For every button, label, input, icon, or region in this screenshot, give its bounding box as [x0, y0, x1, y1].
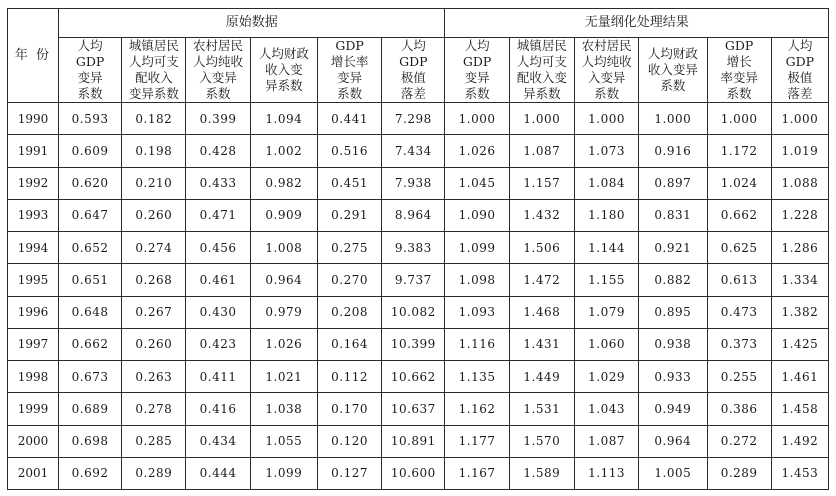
normalized-value-cell: 1.382 [771, 296, 828, 328]
table-body [8, 103, 829, 490]
normalized-group-header: 无量纲化处理结果 [445, 9, 829, 38]
year-cell: 1996 [8, 296, 59, 328]
original-value-cell: 0.267 [122, 296, 186, 328]
column-header-label: 人均 GDP 极值 落差 [399, 38, 428, 101]
normalized-value-cell: 1.432 [509, 199, 574, 231]
normalized-column-header [509, 38, 574, 103]
original-value-cell: 1.099 [250, 457, 317, 489]
normalized-value-cell: 0.933 [639, 361, 707, 393]
normalized-value-cell: 1.162 [445, 393, 509, 425]
column-header-label: 人均 GDP 极值 落差 [785, 38, 815, 101]
column-header-label: 人均 GDP 变异 系数 [75, 38, 105, 101]
original-value-cell: 7.298 [382, 103, 445, 135]
original-value-cell: 0.456 [186, 232, 250, 264]
normalized-value-cell: 1.087 [509, 135, 574, 167]
normalized-value-cell: 0.949 [639, 393, 707, 425]
original-value-cell: 0.428 [186, 135, 250, 167]
original-value-cell: 10.637 [382, 393, 445, 425]
original-value-cell: 0.208 [317, 296, 381, 328]
year-column-header: 年 份 [8, 9, 59, 103]
normalized-value-cell: 1.090 [445, 199, 509, 231]
normalized-value-cell: 0.255 [707, 361, 771, 393]
original-value-cell: 0.399 [186, 103, 250, 135]
original-value-cell: 0.648 [58, 296, 121, 328]
normalized-value-cell: 1.000 [771, 103, 828, 135]
data-table [7, 8, 829, 490]
column-header-label: 城镇居民 人均可支 配收入变 异系数 [516, 38, 567, 101]
normalized-value-cell: 1.506 [509, 232, 574, 264]
original-value-cell: 0.444 [186, 457, 250, 489]
original-value-cell: 7.938 [382, 167, 445, 199]
table-row [8, 457, 829, 489]
normalized-value-cell: 0.964 [639, 425, 707, 457]
original-value-cell: 0.263 [122, 361, 186, 393]
normalized-value-cell: 0.272 [707, 425, 771, 457]
original-value-cell: 1.002 [250, 135, 317, 167]
table-row [8, 264, 829, 296]
original-value-cell: 0.411 [186, 361, 250, 393]
normalized-value-cell: 1.570 [509, 425, 574, 457]
original-column-header [382, 38, 445, 103]
original-value-cell: 0.434 [186, 425, 250, 457]
original-value-cell: 10.082 [382, 296, 445, 328]
original-value-cell: 0.416 [186, 393, 250, 425]
original-value-cell: 8.964 [382, 199, 445, 231]
normalized-value-cell: 1.024 [707, 167, 771, 199]
original-value-cell: 0.451 [317, 167, 381, 199]
normalized-value-cell: 1.228 [771, 199, 828, 231]
table-row [8, 328, 829, 360]
original-value-cell: 0.182 [122, 103, 186, 135]
original-value-cell: 0.430 [186, 296, 250, 328]
table-row [8, 103, 829, 135]
normalized-value-cell: 1.079 [574, 296, 638, 328]
normalized-value-cell: 1.116 [445, 328, 509, 360]
normalized-value-cell: 1.286 [771, 232, 828, 264]
table-row [8, 232, 829, 264]
table-row [8, 361, 829, 393]
normalized-value-cell: 0.921 [639, 232, 707, 264]
original-value-cell: 0.471 [186, 199, 250, 231]
normalized-value-cell: 1.531 [509, 393, 574, 425]
normalized-value-cell: 1.073 [574, 135, 638, 167]
original-value-cell: 10.891 [382, 425, 445, 457]
normalized-value-cell: 1.060 [574, 328, 638, 360]
normalized-value-cell: 1.144 [574, 232, 638, 264]
normalized-column-header [574, 38, 638, 103]
column-header-label: 人均 GDP 变异 系数 [462, 38, 492, 101]
normalized-value-cell: 1.155 [574, 264, 638, 296]
original-value-cell: 1.026 [250, 328, 317, 360]
normalized-value-cell: 1.172 [707, 135, 771, 167]
table-row [8, 135, 829, 167]
normalized-value-cell: 0.289 [707, 457, 771, 489]
original-value-cell: 1.008 [250, 232, 317, 264]
original-value-cell: 0.291 [317, 199, 381, 231]
normalized-value-cell: 1.453 [771, 457, 828, 489]
table-row [8, 296, 829, 328]
column-header-label: GDP 增长率 变异 系数 [330, 38, 369, 101]
normalized-value-cell: 1.177 [445, 425, 509, 457]
original-column-header [58, 38, 121, 103]
table-row [8, 425, 829, 457]
original-value-cell: 0.120 [317, 425, 381, 457]
normalized-value-cell: 1.026 [445, 135, 509, 167]
column-header-label: 城镇居民 人均可支 配收入 变异系数 [128, 38, 179, 101]
normalized-column-header [707, 38, 771, 103]
original-value-cell: 1.094 [250, 103, 317, 135]
original-value-cell: 0.198 [122, 135, 186, 167]
normalized-value-cell: 1.088 [771, 167, 828, 199]
normalized-value-cell: 1.098 [445, 264, 509, 296]
original-value-cell: 0.278 [122, 393, 186, 425]
column-header-label: 农村居民 人均纯收 入变异 系数 [193, 38, 244, 101]
table-row [8, 199, 829, 231]
original-value-cell: 0.164 [317, 328, 381, 360]
normalized-value-cell: 1.000 [639, 103, 707, 135]
original-column-header [122, 38, 186, 103]
normalized-value-cell: 1.084 [574, 167, 638, 199]
normalized-value-cell: 1.093 [445, 296, 509, 328]
original-value-cell: 0.441 [317, 103, 381, 135]
original-value-cell: 0.651 [58, 264, 121, 296]
normalized-value-cell: 1.099 [445, 232, 509, 264]
normalized-value-cell: 0.938 [639, 328, 707, 360]
normalized-value-cell: 1.135 [445, 361, 509, 393]
original-column-header [186, 38, 250, 103]
original-value-cell: 0.433 [186, 167, 250, 199]
normalized-value-cell: 1.431 [509, 328, 574, 360]
original-value-cell: 0.620 [58, 167, 121, 199]
year-cell: 1991 [8, 135, 59, 167]
column-header-label: 人均财政 收入变 异系数 [258, 46, 309, 93]
year-cell: 1998 [8, 361, 59, 393]
normalized-value-cell: 1.589 [509, 457, 574, 489]
original-value-cell: 0.516 [317, 135, 381, 167]
original-value-cell: 0.423 [186, 328, 250, 360]
original-value-cell: 0.461 [186, 264, 250, 296]
original-value-cell: 1.055 [250, 425, 317, 457]
original-value-cell: 1.038 [250, 393, 317, 425]
column-header-label: GDP 增长 率变异 系数 [720, 38, 758, 101]
year-cell: 2001 [8, 457, 59, 489]
normalized-value-cell: 1.029 [574, 361, 638, 393]
year-cell: 1994 [8, 232, 59, 264]
original-value-cell: 0.260 [122, 328, 186, 360]
original-value-cell: 0.127 [317, 457, 381, 489]
original-value-cell: 0.285 [122, 425, 186, 457]
normalized-value-cell: 1.157 [509, 167, 574, 199]
original-value-cell: 1.021 [250, 361, 317, 393]
normalized-value-cell: 1.180 [574, 199, 638, 231]
normalized-value-cell: 0.373 [707, 328, 771, 360]
normalized-column-header [639, 38, 707, 103]
normalized-value-cell: 0.613 [707, 264, 771, 296]
original-value-cell: 10.600 [382, 457, 445, 489]
original-value-cell: 0.652 [58, 232, 121, 264]
original-value-cell: 0.609 [58, 135, 121, 167]
normalized-value-cell: 0.916 [639, 135, 707, 167]
original-value-cell: 0.268 [122, 264, 186, 296]
normalized-value-cell: 0.473 [707, 296, 771, 328]
table-row [8, 393, 829, 425]
normalized-value-cell: 0.625 [707, 232, 771, 264]
normalized-value-cell: 0.831 [639, 199, 707, 231]
original-value-cell: 0.593 [58, 103, 121, 135]
column-header-label: 农村居民 人均纯收 入变异 系数 [581, 38, 632, 101]
original-value-cell: 0.979 [250, 296, 317, 328]
normalized-value-cell: 1.043 [574, 393, 638, 425]
original-value-cell: 0.909 [250, 199, 317, 231]
original-value-cell: 0.964 [250, 264, 317, 296]
year-cell: 1990 [8, 103, 59, 135]
normalized-value-cell: 0.882 [639, 264, 707, 296]
original-value-cell: 9.383 [382, 232, 445, 264]
original-value-cell: 0.689 [58, 393, 121, 425]
column-header-row [8, 38, 829, 103]
normalized-value-cell: 0.895 [639, 296, 707, 328]
original-value-cell: 0.112 [317, 361, 381, 393]
original-value-cell: 0.274 [122, 232, 186, 264]
normalized-value-cell: 1.492 [771, 425, 828, 457]
normalized-value-cell: 1.458 [771, 393, 828, 425]
column-header-label: 人均财政 收入变异 系数 [647, 46, 698, 93]
normalized-value-cell: 1.449 [509, 361, 574, 393]
original-value-cell: 0.210 [122, 167, 186, 199]
normalized-value-cell: 1.113 [574, 457, 638, 489]
original-value-cell: 10.662 [382, 361, 445, 393]
original-column-header [317, 38, 381, 103]
original-value-cell: 0.170 [317, 393, 381, 425]
original-value-cell: 0.692 [58, 457, 121, 489]
original-value-cell: 0.698 [58, 425, 121, 457]
normalized-value-cell: 0.897 [639, 167, 707, 199]
normalized-value-cell: 1.087 [574, 425, 638, 457]
normalized-value-cell: 1.468 [509, 296, 574, 328]
normalized-value-cell: 1.472 [509, 264, 574, 296]
original-value-cell: 0.982 [250, 167, 317, 199]
group-header-row [8, 9, 829, 38]
normalized-value-cell: 1.045 [445, 167, 509, 199]
normalized-value-cell: 1.000 [445, 103, 509, 135]
normalized-column-header [445, 38, 509, 103]
original-value-cell: 0.647 [58, 199, 121, 231]
table-row [8, 167, 829, 199]
normalized-value-cell: 1.000 [574, 103, 638, 135]
normalized-value-cell: 1.425 [771, 328, 828, 360]
normalized-value-cell: 1.000 [509, 103, 574, 135]
original-value-cell: 0.662 [58, 328, 121, 360]
original-data-group-header: 原始数据 [58, 9, 444, 38]
year-cell: 1997 [8, 328, 59, 360]
year-cell: 1992 [8, 167, 59, 199]
original-value-cell: 0.260 [122, 199, 186, 231]
original-value-cell: 0.270 [317, 264, 381, 296]
year-cell: 1995 [8, 264, 59, 296]
original-value-cell: 0.275 [317, 232, 381, 264]
normalized-value-cell: 0.662 [707, 199, 771, 231]
original-value-cell: 9.737 [382, 264, 445, 296]
normalized-value-cell: 1.334 [771, 264, 828, 296]
original-column-header [250, 38, 317, 103]
normalized-column-header [771, 38, 828, 103]
normalized-value-cell: 1.461 [771, 361, 828, 393]
year-cell: 2000 [8, 425, 59, 457]
year-cell: 1999 [8, 393, 59, 425]
original-value-cell: 0.673 [58, 361, 121, 393]
normalized-value-cell: 1.000 [707, 103, 771, 135]
normalized-value-cell: 1.019 [771, 135, 828, 167]
original-value-cell: 0.289 [122, 457, 186, 489]
original-value-cell: 10.399 [382, 328, 445, 360]
original-value-cell: 7.434 [382, 135, 445, 167]
year-cell: 1993 [8, 199, 59, 231]
normalized-value-cell: 1.005 [639, 457, 707, 489]
normalized-value-cell: 1.167 [445, 457, 509, 489]
normalized-value-cell: 0.386 [707, 393, 771, 425]
